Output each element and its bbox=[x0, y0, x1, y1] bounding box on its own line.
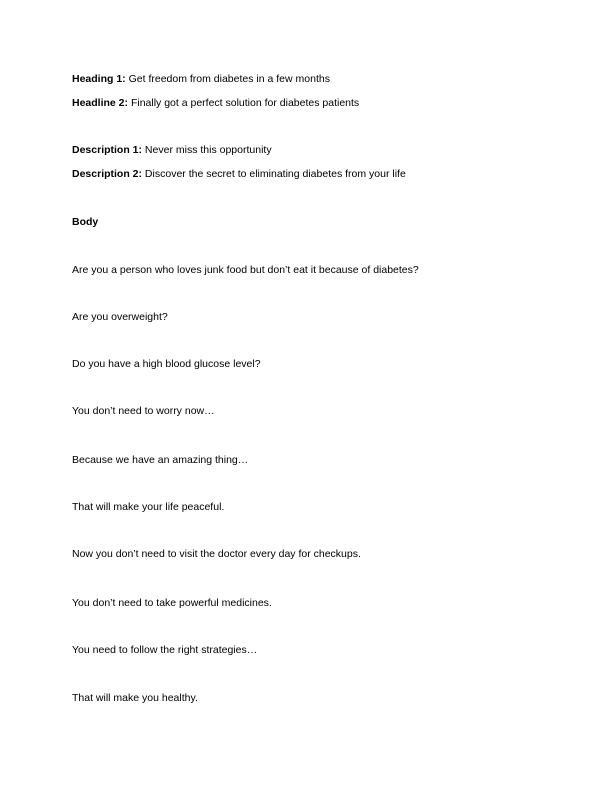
heading-1-line bbox=[72, 72, 330, 86]
body-paragraph: That will make you healthy. bbox=[72, 692, 198, 704]
headline-2-text: Finally got a perfect solution for diabetes patients bbox=[128, 97, 360, 109]
body-paragraph: Because we have an amazing thing… bbox=[72, 454, 249, 466]
description-1-label: Description 1: bbox=[72, 144, 143, 156]
description-1-line bbox=[72, 143, 272, 157]
body-paragraph: You need to follow the right strategies… bbox=[72, 644, 258, 656]
headline-2-label: Headline 2: bbox=[72, 97, 129, 109]
description-1-text: Never miss this opportunity bbox=[142, 144, 272, 156]
body-paragraph: That will make your life peaceful. bbox=[72, 501, 225, 513]
body-paragraph: Are you a person who loves junk food but don’t eat it because of diabetes? bbox=[72, 264, 419, 276]
description-2-line bbox=[72, 167, 406, 181]
body-title: Body bbox=[72, 216, 99, 228]
headline-2-line bbox=[72, 96, 359, 110]
body-paragraph: You don’t need to worry now… bbox=[72, 405, 215, 417]
body-paragraph: Do you have a high blood glucose level? bbox=[72, 358, 261, 370]
body-paragraph: You don’t need to take powerful medicines. bbox=[72, 597, 272, 609]
body-paragraph: Now you don’t need to visit the doctor every day for checkups. bbox=[72, 548, 361, 560]
heading-1-text: Get freedom from diabetes in a few months bbox=[125, 73, 330, 85]
body-paragraph: Are you overweight? bbox=[72, 311, 168, 323]
description-2-text: Discover the secret to eliminating diabetes from your life bbox=[142, 168, 406, 180]
description-2-label: Description 2: bbox=[72, 168, 143, 180]
heading-1-label: Heading 1: bbox=[72, 73, 126, 85]
